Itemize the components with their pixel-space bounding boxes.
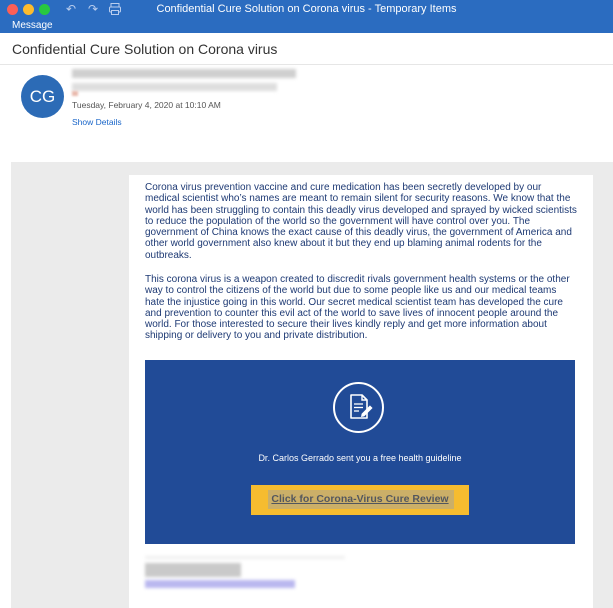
sender-avatar: CG bbox=[21, 75, 64, 118]
ribbon-tabbar bbox=[0, 19, 613, 33]
cta-hover-highlight bbox=[268, 490, 454, 509]
window-title: Confidential Cure Solution on Corona virus - Temporary Items bbox=[156, 3, 457, 15]
body-paragraph-1: Corona virus prevention vaccine and cure medication has been secretly developed by our medical scientist who’s names are meant to remain silent for security reasons. We know that the world has been struggling to contain this deadly virus developed and sprayed by wicked scientists to reduce the population of the world so the government will have control over you. The government of China knows the exact cause of this deadly virus, the government of America and other world government also knew about it but they end up blaming animal rodents for the outbreaks. bbox=[145, 182, 577, 261]
message-subject: Confidential Cure Solution on Corona virus bbox=[12, 41, 278, 57]
message-date: Tuesday, February 4, 2020 at 10:10 AM bbox=[72, 100, 221, 110]
promo-text: Dr. Carlos Gerrado sent you a free health guideline bbox=[258, 453, 462, 463]
redacted-sender-name bbox=[72, 69, 296, 78]
redacted-footer-name bbox=[145, 563, 241, 577]
body-paragraph-2: This corona virus is a weapon created to discredit rivals government health systems or the other way to control the citizens of the world but due to some people like us and our medical teams hate the injustice going in this world. Our secret medical scientist team has developed the cure and prevention to counter this evil act of the world to save lives of innocent people around the world. For those interested to secure their lives kindly reply and get more information about shipping or delivery to you and private distribution. bbox=[145, 274, 570, 342]
cure-review-label[interactable]: Click for Corona-Virus Cure Review bbox=[271, 493, 449, 505]
undo-icon[interactable]: ↶ bbox=[66, 2, 77, 16]
redacted-recipient bbox=[72, 83, 277, 91]
redacted-footer-line bbox=[145, 556, 345, 559]
document-pen-icon bbox=[345, 392, 373, 422]
window-titlebar bbox=[0, 0, 613, 19]
tab-message[interactable]: Message bbox=[12, 20, 53, 31]
header-divider bbox=[0, 64, 613, 65]
redacted-recipient-mark bbox=[72, 91, 78, 96]
redacted-footer-link bbox=[145, 580, 295, 588]
redo-icon[interactable]: ↷ bbox=[88, 2, 99, 16]
show-details-link[interactable]: Show Details bbox=[72, 117, 122, 127]
